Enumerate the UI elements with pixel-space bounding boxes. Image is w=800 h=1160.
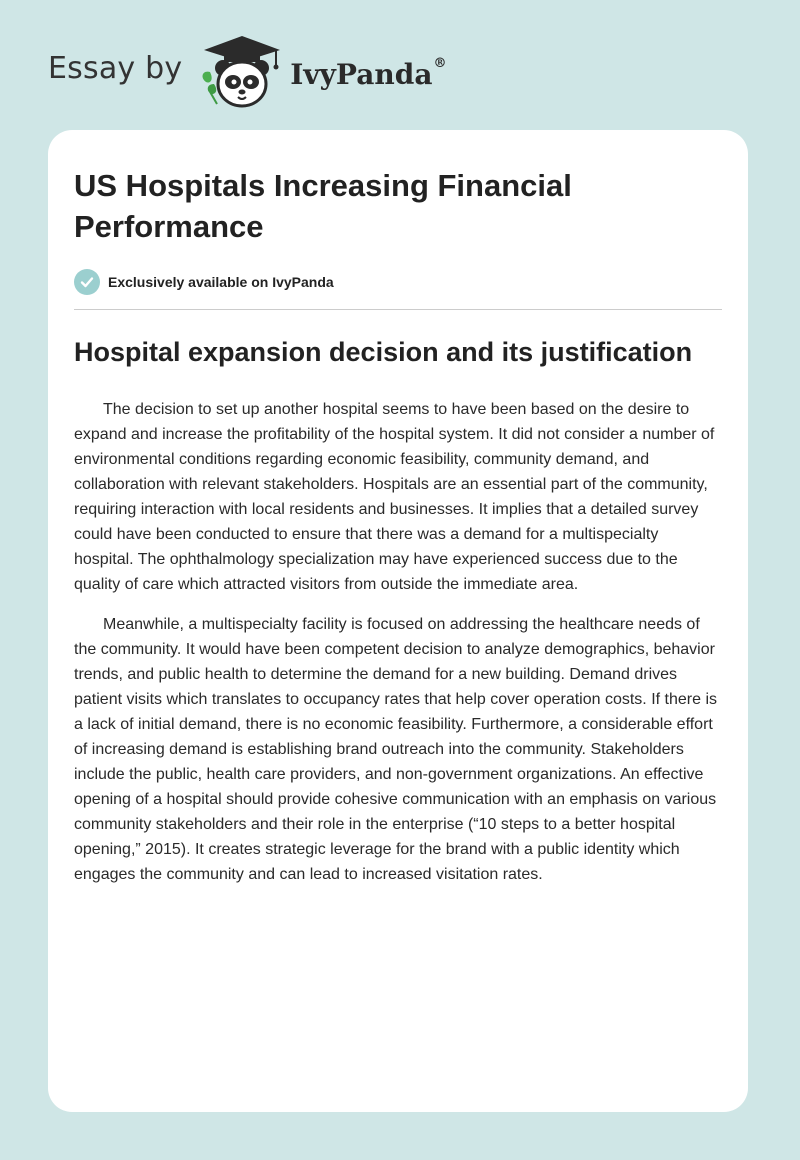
divider: [74, 309, 722, 310]
section-heading: Hospital expansion decision and its justification: [74, 337, 693, 367]
check-icon: [74, 269, 100, 295]
exclusive-badge: [74, 269, 722, 295]
paragraph-1: The decision to set up another hospital seems to have been based on the desire to expand and increase the profitability of the hospital system. It did not consider a number of environmental conditions regarding economic feasibility, community demand, and collaboration with relevant stakeholders. Hospitals are an essential part of the community, requiring interaction with local residents and businesses. It implies that a detailed survey could have been conducted to ensure that there was a demand for a multispecialty hospital. The ophthalmology specialization may have experienced success due to the quality of care which attracted visitors from outside the immediate area.: [74, 401, 715, 593]
paragraph-2: Meanwhile, a multispecialty facility is focused on addressing the healthcare needs of the community. It would have been competent decision to analyze demographics, behavior trends, and public health to determine the demand for a new building. Demand drives patient visits which translates to occupancy rates that help cover operation costs. If there is a lack of initial demand, there is no economic feasibility. Furthermore, a considerable effort of increasing demand is establishing brand outreach into the community. Stakeholders include the public, health care providers, and non-government organizations. An effective opening of a hospital should provide cohesive communication with an emphasis on various community stakeholders and their role in the enterprise (“10 steps to a better hospital opening,” 2015). It creates strategic leverage for the brand with a public identity which engages the community and can lead to increased visitation rates.: [74, 616, 717, 883]
site-header: [48, 32, 446, 112]
essay-card: [48, 130, 748, 1112]
essay-by-label: Essay by: [48, 50, 183, 86]
page-title: US Hospitals Increasing Financial Performance: [74, 168, 572, 244]
brand-logo-text: IvyPanda®: [290, 55, 447, 91]
registered-mark: ®: [433, 55, 447, 71]
exclusive-label: Exclusively available on IvyPanda: [108, 274, 334, 290]
panda-graduate-icon: [196, 32, 288, 112]
